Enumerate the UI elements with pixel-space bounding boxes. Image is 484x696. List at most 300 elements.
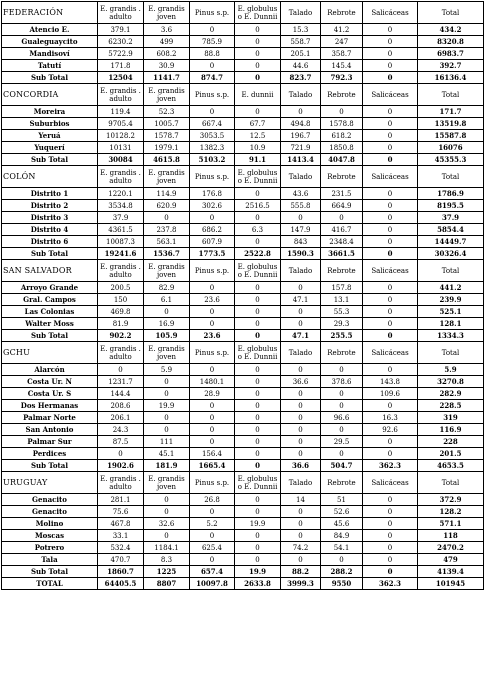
column-header: Talado <box>281 166 321 188</box>
column-header: Pinus s.p. <box>190 472 235 494</box>
data-cell: 206.1 <box>98 412 144 424</box>
subtotal-cell: 16136.4 <box>418 72 484 84</box>
data-cell: 0 <box>235 24 281 36</box>
column-header: E. grandis joven <box>144 84 190 106</box>
data-cell: 45.6 <box>321 518 363 530</box>
column-header: E. grandis . adulto <box>98 260 144 282</box>
district-name: Genacito <box>2 506 98 518</box>
data-cell: 0 <box>363 212 418 224</box>
data-cell: 15.3 <box>281 24 321 36</box>
table-row <box>2 306 484 318</box>
table-row <box>2 294 484 306</box>
column-header: Rebrote <box>321 260 363 282</box>
section-header-row <box>2 166 484 188</box>
data-cell: 302.6 <box>190 200 235 212</box>
grand-total-cell: 3999.3 <box>281 578 321 590</box>
grand-total-cell: 9550 <box>321 578 363 590</box>
table-row <box>2 188 484 200</box>
table-row <box>2 48 484 60</box>
data-cell: 469.8 <box>98 306 144 318</box>
data-cell: 23.6 <box>190 294 235 306</box>
data-cell: 0 <box>235 448 281 460</box>
row-total-cell: 13519.8 <box>418 118 484 130</box>
column-header: Pinus s.p. <box>190 84 235 106</box>
column-header: Rebrote <box>321 166 363 188</box>
data-cell: 0 <box>190 364 235 376</box>
table-row <box>2 518 484 530</box>
data-cell: 0 <box>235 494 281 506</box>
data-cell: 0 <box>190 318 235 330</box>
data-cell: 144.4 <box>98 388 144 400</box>
data-cell: 43.6 <box>281 188 321 200</box>
data-cell: 10128.2 <box>98 130 144 142</box>
data-cell: 558.7 <box>281 36 321 48</box>
data-cell: 0 <box>363 318 418 330</box>
data-cell: 29.5 <box>321 436 363 448</box>
subtotal-cell: 0 <box>235 72 281 84</box>
row-total-cell: 228.5 <box>418 400 484 412</box>
row-total-cell: 5854.4 <box>418 224 484 236</box>
data-cell: 247 <box>321 36 363 48</box>
table-row <box>2 494 484 506</box>
data-cell: 47.1 <box>281 294 321 306</box>
data-cell: 0 <box>321 106 363 118</box>
column-header: Talado <box>281 472 321 494</box>
subtotal-cell: 823.7 <box>281 72 321 84</box>
column-header: Salicáceas <box>363 2 418 24</box>
district-name: Atencio E. <box>2 24 98 36</box>
column-header: Pinus s.p. <box>190 260 235 282</box>
data-cell: 0 <box>190 436 235 448</box>
data-cell: 0 <box>235 530 281 542</box>
data-cell: 67.7 <box>235 118 281 130</box>
subtotal-row <box>2 330 484 342</box>
column-header: E. dunnii <box>235 84 281 106</box>
data-cell: 620.9 <box>144 200 190 212</box>
data-cell: 555.8 <box>281 200 321 212</box>
grand-total-cell: 8807 <box>144 578 190 590</box>
data-cell: 0 <box>281 436 321 448</box>
data-cell: 6.1 <box>144 294 190 306</box>
subtotal-cell: 3661.5 <box>321 248 363 260</box>
section-header-row <box>2 260 484 282</box>
data-cell: 563.1 <box>144 236 190 248</box>
data-cell: 0 <box>281 518 321 530</box>
data-cell: 0 <box>235 506 281 518</box>
subtotal-cell: 23.6 <box>190 330 235 342</box>
data-cell: 55.3 <box>321 306 363 318</box>
data-cell: 0 <box>363 554 418 566</box>
column-header: E. grandis . adulto <box>98 166 144 188</box>
data-cell: 52.6 <box>321 506 363 518</box>
data-cell: 0 <box>363 306 418 318</box>
table-row <box>2 554 484 566</box>
subtotal-cell: 19241.6 <box>98 248 144 260</box>
data-cell: 45.1 <box>144 448 190 460</box>
subtotal-cell: 1665.4 <box>190 460 235 472</box>
data-cell: 0 <box>363 282 418 294</box>
district-name: San Antonio <box>2 424 98 436</box>
row-total-cell: 479 <box>418 554 484 566</box>
region-name: FEDERACIÓN <box>2 2 98 24</box>
data-cell: 281.1 <box>98 494 144 506</box>
subtotal-cell: 88.2 <box>281 566 321 578</box>
data-cell: 28.9 <box>190 388 235 400</box>
column-header: Total <box>418 84 484 106</box>
grand-total-cell: 101945 <box>418 578 484 590</box>
district-name: Tatutí <box>2 60 98 72</box>
data-cell: 0 <box>190 424 235 436</box>
data-cell: 0 <box>235 388 281 400</box>
data-cell: 0 <box>190 412 235 424</box>
data-cell: 205.1 <box>281 48 321 60</box>
data-cell: 0 <box>281 412 321 424</box>
data-cell: 0 <box>144 306 190 318</box>
data-cell: 0 <box>363 118 418 130</box>
table-row <box>2 24 484 36</box>
subtotal-label: Sub Total <box>2 248 98 260</box>
subtotal-cell: 0 <box>363 72 418 84</box>
data-cell: 0 <box>363 494 418 506</box>
table-row <box>2 364 484 376</box>
forest-area-table <box>1 1 484 590</box>
data-cell: 30.9 <box>144 60 190 72</box>
subtotal-cell: 4139.4 <box>418 566 484 578</box>
data-cell: 0 <box>363 518 418 530</box>
subtotal-cell: 657.4 <box>190 566 235 578</box>
data-cell: 75.6 <box>98 506 144 518</box>
column-header: E. globulus o E. Dunnii <box>235 260 281 282</box>
table-row <box>2 400 484 412</box>
district-name: Mandisoví <box>2 48 98 60</box>
subtotal-cell: 2522.8 <box>235 248 281 260</box>
column-header: Total <box>418 166 484 188</box>
column-header: Salicáceas <box>363 260 418 282</box>
district-name: Yuquerí <box>2 142 98 154</box>
data-cell: 0 <box>363 400 418 412</box>
data-cell: 176.8 <box>190 188 235 200</box>
data-cell: 0 <box>190 554 235 566</box>
column-header: Pinus s.p. <box>190 342 235 364</box>
table-row <box>2 412 484 424</box>
row-total-cell: 118 <box>418 530 484 542</box>
data-cell: 1382.3 <box>190 142 235 154</box>
data-cell: 1578.8 <box>321 118 363 130</box>
district-name: Tala <box>2 554 98 566</box>
column-header: E. grandis joven <box>144 2 190 24</box>
data-cell: 0 <box>281 364 321 376</box>
data-cell: 378.6 <box>321 376 363 388</box>
column-header: E. grandis joven <box>144 166 190 188</box>
data-cell: 19.9 <box>235 518 281 530</box>
subtotal-row <box>2 248 484 260</box>
data-cell: 0 <box>235 400 281 412</box>
table-row <box>2 200 484 212</box>
row-total-cell: 525.1 <box>418 306 484 318</box>
district-name: Distrito 2 <box>2 200 98 212</box>
column-header: E. globulus o E. Dunnii <box>235 2 281 24</box>
subtotal-cell: 0 <box>363 330 418 342</box>
row-total-cell: 171.7 <box>418 106 484 118</box>
subtotal-cell: 45355.3 <box>418 154 484 166</box>
row-total-cell: 201.5 <box>418 448 484 460</box>
subtotal-cell: 874.7 <box>190 72 235 84</box>
data-cell: 3053.5 <box>190 130 235 142</box>
district-name: Moreira <box>2 106 98 118</box>
subtotal-cell: 0 <box>363 154 418 166</box>
data-cell: 0 <box>321 388 363 400</box>
data-cell: 0 <box>363 436 418 448</box>
subtotal-cell: 4047.8 <box>321 154 363 166</box>
data-cell: 0 <box>235 376 281 388</box>
subtotal-label: Sub Total <box>2 460 98 472</box>
subtotal-row <box>2 460 484 472</box>
data-cell: 14 <box>281 494 321 506</box>
data-cell: 467.8 <box>98 518 144 530</box>
data-cell: 0 <box>281 106 321 118</box>
data-cell: 109.6 <box>363 388 418 400</box>
data-cell: 0 <box>235 212 281 224</box>
subtotal-cell: 4653.5 <box>418 460 484 472</box>
data-cell: 0 <box>190 400 235 412</box>
column-header: E. grandis . adulto <box>98 472 144 494</box>
data-cell: 74.2 <box>281 542 321 554</box>
data-cell: 10131 <box>98 142 144 154</box>
data-cell: 0 <box>235 542 281 554</box>
subtotal-label: Sub Total <box>2 154 98 166</box>
column-header: Talado <box>281 84 321 106</box>
data-cell: 2348.4 <box>321 236 363 248</box>
subtotal-row <box>2 566 484 578</box>
data-cell: 0 <box>235 236 281 248</box>
data-cell: 608.2 <box>144 48 190 60</box>
grand-total-cell: 10097.8 <box>190 578 235 590</box>
subtotal-label: Sub Total <box>2 566 98 578</box>
column-header: Pinus s.p. <box>190 166 235 188</box>
section-header-row <box>2 84 484 106</box>
data-cell: 171.8 <box>98 60 144 72</box>
data-cell: 2516.5 <box>235 200 281 212</box>
row-total-cell: 2470.2 <box>418 542 484 554</box>
data-cell: 0 <box>144 494 190 506</box>
data-cell: 0 <box>235 48 281 60</box>
data-cell: 0 <box>144 424 190 436</box>
data-cell: 147.9 <box>281 224 321 236</box>
subtotal-cell: 181.9 <box>144 460 190 472</box>
data-cell: 9705.4 <box>98 118 144 130</box>
data-cell: 200.5 <box>98 282 144 294</box>
row-total-cell: 128.1 <box>418 318 484 330</box>
subtotal-cell: 105.9 <box>144 330 190 342</box>
data-cell: 0 <box>281 388 321 400</box>
district-name: Dos Hermanas <box>2 400 98 412</box>
region-name: CONCORDIA <box>2 84 98 106</box>
column-header: E. globulus o E. Dunnii <box>235 472 281 494</box>
district-name: Distrito 1 <box>2 188 98 200</box>
data-cell: 0 <box>363 60 418 72</box>
data-cell: 0 <box>363 106 418 118</box>
data-cell: 0 <box>281 282 321 294</box>
data-cell: 0 <box>363 448 418 460</box>
data-cell: 82.9 <box>144 282 190 294</box>
district-name: Costa Ur. N <box>2 376 98 388</box>
subtotal-cell: 30326.4 <box>418 248 484 260</box>
data-cell: 0 <box>321 554 363 566</box>
table-row <box>2 448 484 460</box>
column-header: Rebrote <box>321 2 363 24</box>
subtotal-cell: 4615.8 <box>144 154 190 166</box>
column-header: Salicáceas <box>363 342 418 364</box>
data-cell: 0 <box>235 60 281 72</box>
data-cell: 721.9 <box>281 142 321 154</box>
district-name: Distrito 4 <box>2 224 98 236</box>
data-cell: 32.6 <box>144 518 190 530</box>
column-header: E. globulus o E. Dunnii <box>235 342 281 364</box>
subtotal-cell: 792.3 <box>321 72 363 84</box>
data-cell: 0 <box>363 130 418 142</box>
data-cell: 0 <box>235 306 281 318</box>
district-name: Gral. Campos <box>2 294 98 306</box>
data-cell: 0 <box>363 200 418 212</box>
data-cell: 618.2 <box>321 130 363 142</box>
table-row <box>2 118 484 130</box>
table-row <box>2 436 484 448</box>
district-name: Alarcón <box>2 364 98 376</box>
table-row <box>2 542 484 554</box>
data-cell: 12.5 <box>235 130 281 142</box>
data-cell: 231.5 <box>321 188 363 200</box>
data-cell: 0 <box>235 282 281 294</box>
column-header: E. globulus o E. Dunnii <box>235 166 281 188</box>
data-cell: 1220.1 <box>98 188 144 200</box>
data-cell: 16.9 <box>144 318 190 330</box>
data-cell: 37.9 <box>98 212 144 224</box>
data-cell: 607.9 <box>190 236 235 248</box>
district-name: Potrero <box>2 542 98 554</box>
subtotal-cell: 288.2 <box>321 566 363 578</box>
data-cell: 0 <box>235 106 281 118</box>
table-row <box>2 282 484 294</box>
data-cell: 1231.7 <box>98 376 144 388</box>
district-name: Palmar Sur <box>2 436 98 448</box>
data-cell: 0 <box>190 530 235 542</box>
column-header: Total <box>418 472 484 494</box>
data-cell: 237.8 <box>144 224 190 236</box>
table-row <box>2 506 484 518</box>
data-cell: 0 <box>281 318 321 330</box>
row-total-cell: 16076 <box>418 142 484 154</box>
data-cell: 8.3 <box>144 554 190 566</box>
data-cell: 111 <box>144 436 190 448</box>
table-row <box>2 106 484 118</box>
data-cell: 51 <box>321 494 363 506</box>
subtotal-cell: 1773.5 <box>190 248 235 260</box>
subtotal-label: Sub Total <box>2 72 98 84</box>
data-cell: 5.9 <box>144 364 190 376</box>
subtotal-cell: 1536.7 <box>144 248 190 260</box>
data-cell: 0 <box>281 448 321 460</box>
data-cell: 0 <box>363 364 418 376</box>
subtotal-cell: 47.1 <box>281 330 321 342</box>
table-row <box>2 236 484 248</box>
district-name: Molino <box>2 518 98 530</box>
data-cell: 0 <box>321 448 363 460</box>
district-name: Palmar Norte <box>2 412 98 424</box>
data-cell: 0 <box>281 424 321 436</box>
data-cell: 6.3 <box>235 224 281 236</box>
column-header: Total <box>418 342 484 364</box>
column-header: Rebrote <box>321 342 363 364</box>
column-header: E. grandis joven <box>144 260 190 282</box>
grand-total-cell: 2633.8 <box>235 578 281 590</box>
district-name: Yeruá <box>2 130 98 142</box>
data-cell: 0 <box>235 36 281 48</box>
grand-total-label: TOTAL <box>2 578 98 590</box>
subtotal-cell: 1334.3 <box>418 330 484 342</box>
row-total-cell: 1786.9 <box>418 188 484 200</box>
data-cell: 0 <box>144 506 190 518</box>
row-total-cell: 3270.8 <box>418 376 484 388</box>
column-header: Pinus s.p. <box>190 2 235 24</box>
data-cell: 0 <box>190 60 235 72</box>
column-header: E. grandis joven <box>144 342 190 364</box>
table-row <box>2 224 484 236</box>
column-header: Total <box>418 2 484 24</box>
data-cell: 0 <box>235 554 281 566</box>
table-row <box>2 130 484 142</box>
subtotal-cell: 0 <box>235 330 281 342</box>
data-cell: 81.9 <box>98 318 144 330</box>
district-name: Distrito 6 <box>2 236 98 248</box>
row-total-cell: 8320.8 <box>418 36 484 48</box>
data-cell: 29.3 <box>321 318 363 330</box>
section-header-row <box>2 472 484 494</box>
data-cell: 119.4 <box>98 106 144 118</box>
data-cell: 0 <box>235 436 281 448</box>
data-cell: 54.1 <box>321 542 363 554</box>
data-cell: 208.6 <box>98 400 144 412</box>
column-header: E. grandis . adulto <box>98 84 144 106</box>
subtotal-cell: 1860.7 <box>98 566 144 578</box>
district-name: Genacito <box>2 494 98 506</box>
data-cell: 0 <box>190 506 235 518</box>
data-cell: 52.3 <box>144 106 190 118</box>
data-cell: 0 <box>190 106 235 118</box>
data-cell: 379.1 <box>98 24 144 36</box>
data-cell: 1184.1 <box>144 542 190 554</box>
data-cell: 0 <box>321 212 363 224</box>
subtotal-cell: 1141.7 <box>144 72 190 84</box>
row-total-cell: 239.9 <box>418 294 484 306</box>
data-cell: 532.4 <box>98 542 144 554</box>
subtotal-cell: 0 <box>363 566 418 578</box>
subtotal-cell: 1225 <box>144 566 190 578</box>
data-cell: 0 <box>321 424 363 436</box>
data-cell: 5722.9 <box>98 48 144 60</box>
data-cell: 13.1 <box>321 294 363 306</box>
row-total-cell: 434.2 <box>418 24 484 36</box>
column-header: Talado <box>281 2 321 24</box>
subtotal-cell: 36.6 <box>281 460 321 472</box>
data-cell: 0 <box>363 224 418 236</box>
column-header: Talado <box>281 260 321 282</box>
data-cell: 0 <box>235 294 281 306</box>
table-row <box>2 424 484 436</box>
data-cell: 1850.8 <box>321 142 363 154</box>
data-cell: 145.4 <box>321 60 363 72</box>
grand-total-cell: 362.3 <box>363 578 418 590</box>
row-total-cell: 15587.8 <box>418 130 484 142</box>
